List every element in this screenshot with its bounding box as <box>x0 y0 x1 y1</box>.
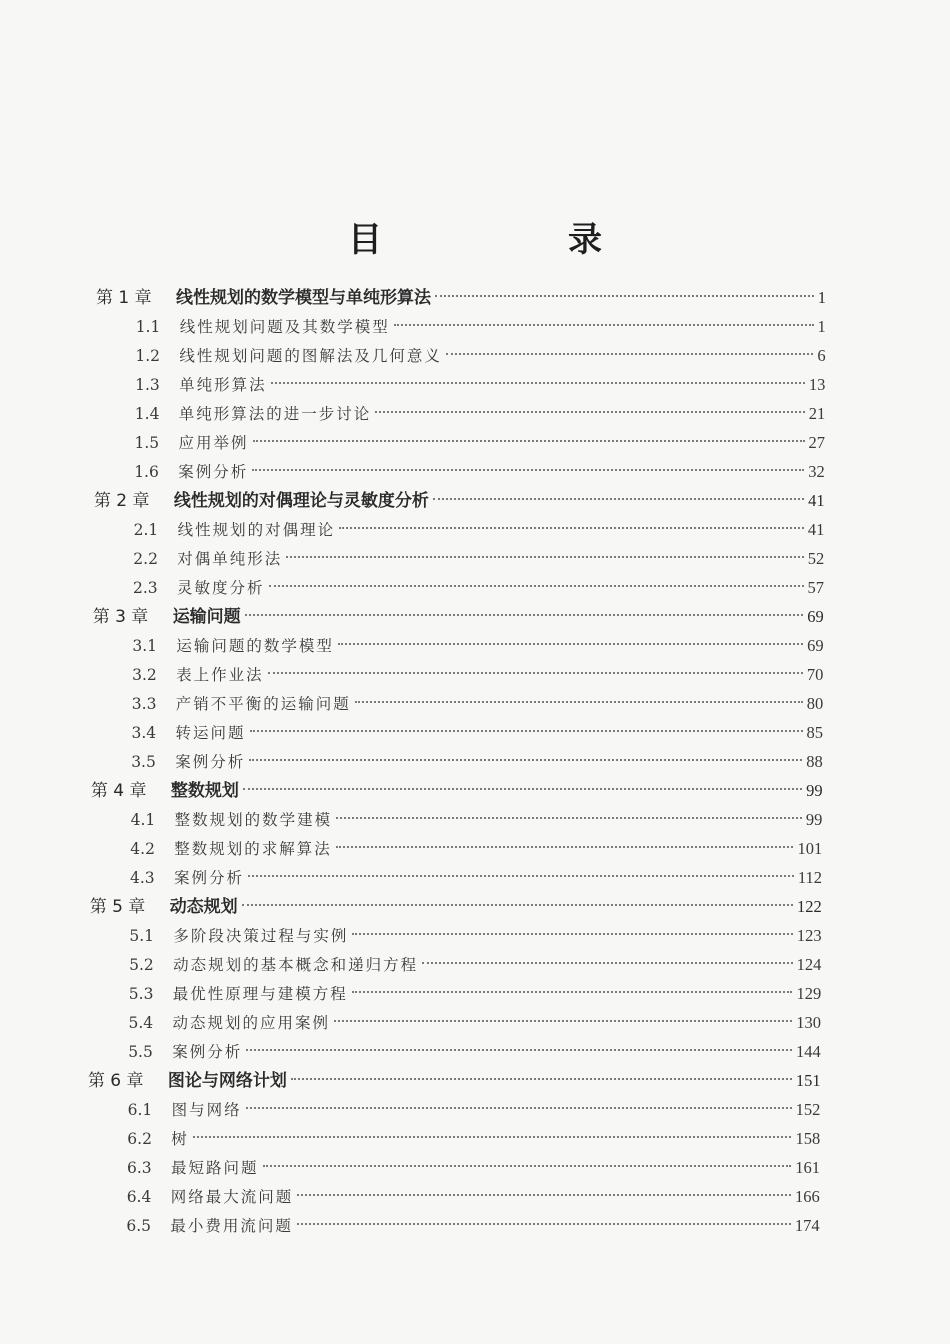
dot-leader <box>248 875 794 877</box>
section-title: 线性规划的对偶理论 <box>177 521 336 539</box>
toc-section-entry[interactable] <box>127 1125 820 1153</box>
dot-leader <box>336 817 802 819</box>
chapter-number: 第 3 章 <box>92 607 149 627</box>
toc-section-entry[interactable] <box>129 951 821 979</box>
section-number: 1.4 <box>134 405 160 423</box>
dot-leader <box>249 759 802 761</box>
section-title: 多阶段决策过程与实例 <box>173 927 349 945</box>
toc-section-entry[interactable] <box>129 922 821 950</box>
dot-leader <box>355 701 803 703</box>
page-title: 目 录 <box>348 220 678 260</box>
section-title: 对偶单纯形法 <box>177 550 283 568</box>
toc-chapter-entry[interactable] <box>94 487 825 515</box>
toc-chapter-entry[interactable] <box>91 777 823 805</box>
page-number: 13 <box>808 375 826 394</box>
dot-leader <box>242 904 793 906</box>
section-number: 2.3 <box>133 579 158 597</box>
page-number: 99 <box>806 781 823 800</box>
toc-section-entry[interactable] <box>130 864 822 892</box>
toc-section-entry[interactable] <box>129 1009 822 1037</box>
page-number: 174 <box>794 1216 820 1235</box>
page-number: 69 <box>807 636 824 655</box>
section-number: 3.2 <box>132 666 157 684</box>
page-number: 158 <box>795 1129 821 1148</box>
dot-leader <box>338 643 803 645</box>
toc-section-entry[interactable] <box>132 690 823 718</box>
toc-section-entry[interactable] <box>132 719 824 747</box>
section-title: 线性规划问题及其数学模型 <box>179 318 390 336</box>
dot-leader <box>422 962 793 964</box>
dot-leader <box>433 498 804 500</box>
dot-leader <box>339 527 804 529</box>
page-number: 32 <box>808 462 825 481</box>
toc-section-entry[interactable] <box>135 371 825 399</box>
chapter-title: 线性规划的对偶理论与灵敏度分析 <box>173 491 429 511</box>
page-number: 57 <box>807 578 824 597</box>
toc-section-entry[interactable] <box>126 1212 819 1240</box>
page-number: 27 <box>808 433 825 452</box>
section-title: 单纯形算法的进一步讨论 <box>178 405 372 423</box>
dot-leader <box>435 295 814 297</box>
section-number: 1.2 <box>135 347 161 365</box>
section-title: 单纯形算法 <box>179 376 267 394</box>
dot-leader <box>193 1136 792 1138</box>
page-number: 101 <box>797 839 823 858</box>
section-title: 转运问题 <box>175 724 246 742</box>
page-number: 129 <box>796 984 822 1003</box>
dot-leader <box>394 324 814 326</box>
dot-leader <box>375 411 804 413</box>
toc-section-entry[interactable] <box>133 574 824 602</box>
dot-leader <box>246 1107 792 1109</box>
dot-leader <box>243 788 802 790</box>
toc-section-entry[interactable] <box>136 313 826 341</box>
chapter-title: 动态规划 <box>169 897 238 917</box>
section-number: 6.4 <box>126 1188 152 1206</box>
section-number: 1.3 <box>135 376 160 394</box>
dot-leader <box>352 933 792 935</box>
section-title: 网络最大流问题 <box>170 1188 294 1206</box>
section-title: 最小费用流问题 <box>170 1217 293 1235</box>
toc-section-entry[interactable] <box>128 1038 821 1066</box>
section-title: 最优性原理与建模方程 <box>172 985 348 1003</box>
section-number: 2.2 <box>133 550 158 568</box>
section-number: 2.1 <box>133 521 159 539</box>
section-number: 6.2 <box>127 1130 152 1148</box>
section-number: 5.3 <box>128 985 154 1003</box>
toc-section-entry[interactable] <box>135 342 825 370</box>
chapter-title: 运输问题 <box>172 607 241 627</box>
page-number: 41 <box>808 491 825 510</box>
section-title: 图与网络 <box>171 1101 242 1119</box>
chapter-number: 第 1 章 <box>96 288 152 308</box>
section-number: 5.2 <box>129 956 154 974</box>
section-title: 产销不平衡的运输问题 <box>175 695 351 713</box>
toc-chapter-entry[interactable] <box>96 284 826 312</box>
page-number: 166 <box>795 1187 820 1206</box>
page-number: 152 <box>795 1100 821 1119</box>
toc-section-entry[interactable] <box>131 748 823 776</box>
dot-leader <box>250 730 803 732</box>
dot-leader <box>336 846 794 848</box>
section-title: 树 <box>171 1130 189 1148</box>
section-title: 案例分析 <box>174 869 245 887</box>
page-number: 41 <box>807 520 825 539</box>
section-number: 6.3 <box>127 1159 152 1177</box>
section-title: 动态规划的应用案例 <box>172 1014 331 1032</box>
dot-leader <box>286 556 803 558</box>
toc-section-entry[interactable] <box>135 400 825 428</box>
toc-section-entry[interactable] <box>130 835 822 863</box>
dot-leader <box>245 614 804 616</box>
page-number: 124 <box>796 955 822 974</box>
dot-leader <box>297 1223 791 1225</box>
toc-section-entry[interactable] <box>128 1096 821 1124</box>
page-number: 99 <box>805 810 823 829</box>
section-number: 5.1 <box>129 927 155 945</box>
chapter-number: 第 6 章 <box>87 1071 144 1091</box>
chapter-number: 第 4 章 <box>90 781 147 801</box>
page-number: 123 <box>796 926 822 945</box>
toc-section-entry[interactable] <box>134 458 825 486</box>
dot-leader <box>252 469 804 471</box>
section-title: 线性规划问题的图解法及几何意义 <box>179 347 442 365</box>
page-number: 1 <box>817 317 826 336</box>
section-number: 4.3 <box>130 869 155 887</box>
section-title: 运输问题的数学模型 <box>176 637 334 655</box>
toc-chapter-entry[interactable] <box>90 893 822 921</box>
dot-leader <box>271 382 805 384</box>
chapter-title: 线性规划的数学模型与单纯形算法 <box>176 288 431 308</box>
section-title: 表上作业法 <box>176 666 264 684</box>
page-number: 80 <box>806 694 824 713</box>
page-number: 52 <box>807 549 825 568</box>
dot-leader <box>297 1194 791 1196</box>
chapter-number: 第 2 章 <box>93 491 150 511</box>
dot-leader <box>446 353 813 355</box>
page-number: 21 <box>808 404 826 423</box>
section-number: 3.4 <box>131 724 157 742</box>
section-title: 最短路问题 <box>171 1159 259 1177</box>
section-title: 动态规划的基本概念和递归方程 <box>173 956 419 974</box>
page-number: 130 <box>796 1013 821 1032</box>
chapter-title: 图论与网络计划 <box>167 1071 287 1091</box>
section-number: 1.1 <box>135 318 161 336</box>
dot-leader <box>269 585 804 587</box>
toc-chapter-entry[interactable] <box>88 1067 821 1095</box>
dot-leader <box>268 672 803 674</box>
section-number: 5.5 <box>128 1043 153 1061</box>
toc-section-entry[interactable] <box>134 516 825 544</box>
section-number: 3.5 <box>131 753 156 771</box>
page-number: 1 <box>817 288 826 307</box>
page-number: 6 <box>817 346 826 365</box>
toc-section-entry[interactable] <box>135 429 826 457</box>
section-number: 5.4 <box>128 1014 154 1032</box>
toc-chapter-entry[interactable] <box>93 603 824 631</box>
dot-leader <box>263 1165 792 1167</box>
toc-section-entry[interactable] <box>129 980 821 1008</box>
dot-leader <box>291 1078 792 1080</box>
section-number: 4.2 <box>130 840 155 858</box>
page-number: 151 <box>795 1071 821 1090</box>
toc-section-entry[interactable] <box>127 1154 820 1182</box>
toc-section-entry[interactable] <box>132 661 823 689</box>
page-number: 144 <box>796 1042 821 1061</box>
toc-section-entry[interactable] <box>127 1183 820 1211</box>
page-number: 88 <box>806 752 823 771</box>
section-number: 1.6 <box>134 463 159 481</box>
section-title: 灵敏度分析 <box>177 579 265 597</box>
page-number: 112 <box>797 868 822 887</box>
toc-section-entry[interactable] <box>132 632 823 660</box>
page-number: 69 <box>807 607 824 626</box>
section-number: 1.5 <box>134 434 160 452</box>
chapter-title: 整数规划 <box>170 781 239 801</box>
toc-section-entry[interactable] <box>133 545 824 573</box>
section-number: 4.1 <box>130 811 156 829</box>
page-number: 85 <box>806 723 823 742</box>
dot-leader <box>246 1049 792 1051</box>
section-title: 案例分析 <box>175 753 246 771</box>
section-number: 3.1 <box>132 637 158 655</box>
dot-leader <box>334 1020 792 1022</box>
toc-section-entry[interactable] <box>131 806 823 834</box>
dot-leader <box>253 440 805 442</box>
section-number: 6.5 <box>126 1217 152 1235</box>
section-title: 整数规划的求解算法 <box>174 840 332 858</box>
chapter-number: 第 5 章 <box>89 897 146 917</box>
section-number: 3.3 <box>131 695 157 713</box>
page-number: 122 <box>797 897 822 916</box>
section-title: 整数规划的数学建模 <box>174 811 333 829</box>
dot-leader <box>352 991 793 993</box>
section-title: 案例分析 <box>178 463 249 481</box>
section-title: 应用举例 <box>178 434 249 452</box>
page-number: 70 <box>806 665 824 684</box>
section-number: 6.1 <box>127 1101 153 1119</box>
section-title: 案例分析 <box>172 1043 243 1061</box>
page-number: 161 <box>795 1158 820 1177</box>
